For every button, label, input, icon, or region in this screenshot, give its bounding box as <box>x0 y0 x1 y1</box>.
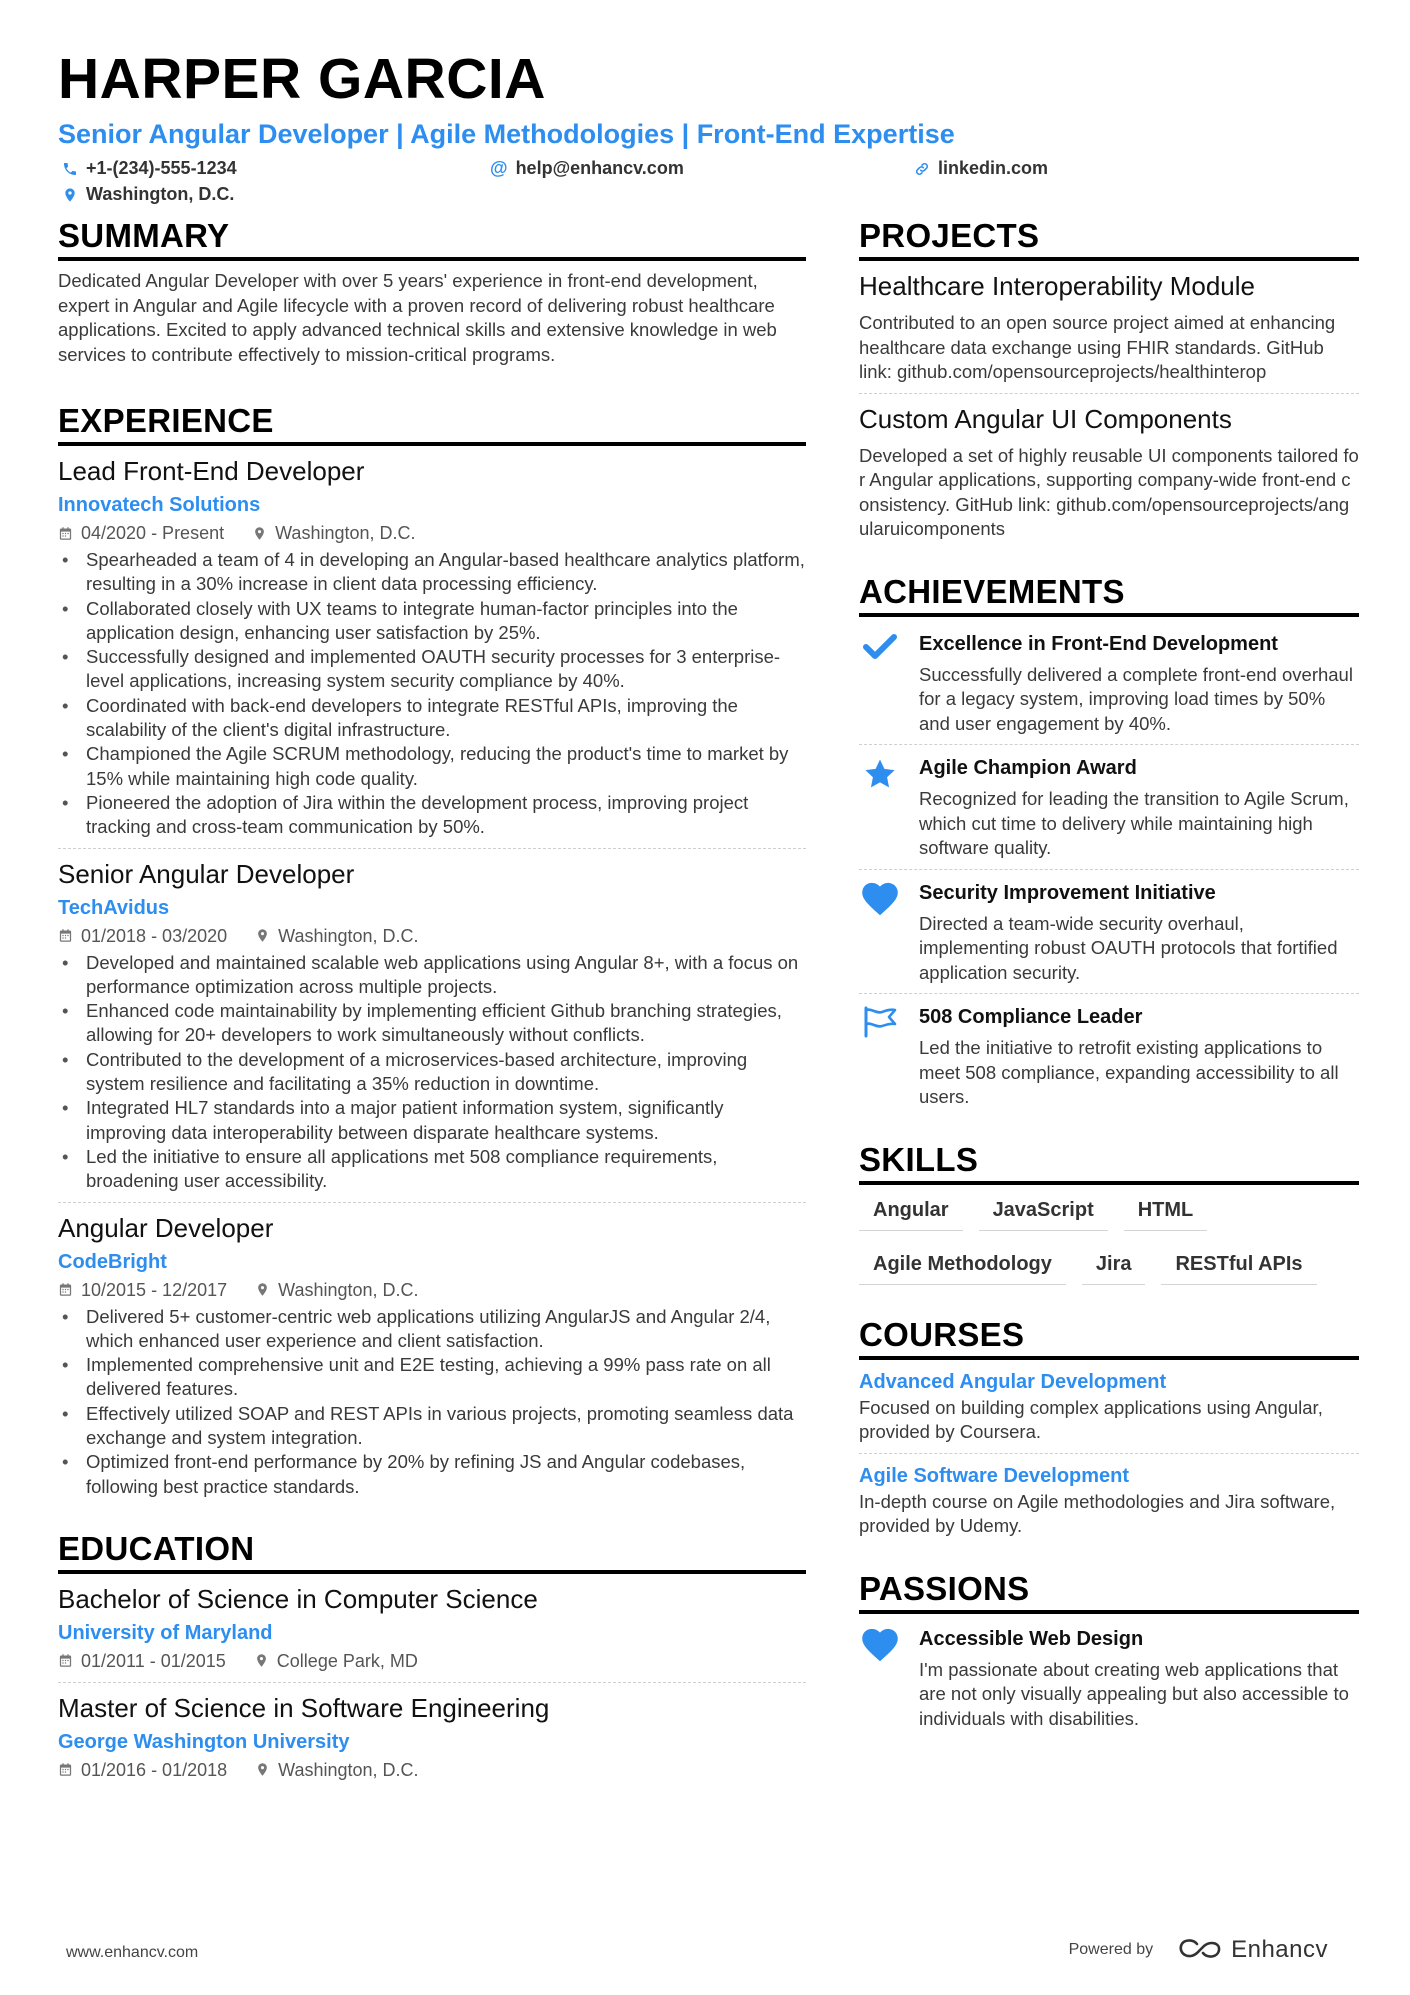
bullet: • Effectively utilized SOAP and REST APIs in various projects, promoting seamless data exchange and system integration. <box>58 1402 806 1451</box>
education-meta <box>58 1648 806 1674</box>
linkedin-text[interactable]: linkedin.com <box>938 158 1049 178</box>
achievement-item <box>859 753 1359 861</box>
project-description: Developed a set of highly reusable UI components tailored for Angular applications, supporting company-wide front-end consistency. GitHub link: github.com/opensourceprojects/angularuicomponents <box>859 444 1359 539</box>
course-description: In-depth course on Agile methodologies and Jira software, provided by Udemy. <box>859 1490 1336 1536</box>
achievement-title: Excellence in Front-End Development <box>919 632 1278 655</box>
job-bullets <box>58 951 806 1194</box>
degree: Master of Science in Software Engineering <box>58 1692 550 1723</box>
calendar-icon <box>58 1282 73 1297</box>
passion-title: Accessible Web Design <box>919 1627 1144 1650</box>
brand-name: Enhancv <box>1231 1936 1328 1963</box>
bullet: • Coordinated with back-end developers to integrate RESTful APIs, improving the scalability of the client's digital infrastructure. <box>58 694 806 743</box>
degree: Bachelor of Science in Computer Science <box>58 1583 538 1614</box>
summary-title: SUMMARY <box>58 216 806 261</box>
job-bullets <box>58 548 806 840</box>
project-name: Healthcare Interoperability Module <box>859 271 1255 301</box>
bullet: • Integrated HL7 standards into a major patient information system, significantly improving data interoperability between disparate healthcare systems. <box>58 1096 806 1145</box>
job-bullets <box>58 1305 806 1499</box>
contact-row-1 <box>58 158 1358 184</box>
job-location: Washington, D.C. <box>278 1279 419 1300</box>
email-text[interactable]: help@enhancv.com <box>515 158 684 178</box>
skill-tag: Angular <box>859 1193 963 1231</box>
divider <box>859 1453 1359 1454</box>
course-entry <box>859 1368 1359 1445</box>
course-name[interactable]: Advanced Angular Development <box>859 1370 1167 1393</box>
location-pin-icon <box>255 928 270 943</box>
project-entry <box>859 402 1359 542</box>
linkedin[interactable] <box>914 158 1048 179</box>
skill-tag: JavaScript <box>979 1193 1108 1231</box>
job-location: Washington, D.C. <box>278 925 419 946</box>
job-role: Angular Developer <box>58 1212 274 1243</box>
powered-by-text: Powered by <box>1068 1941 1154 1958</box>
bullet: • Pioneered the adoption of Jira within the development process, improving project tracking and cross-team communication by 50%. <box>58 791 806 840</box>
summary-text: Dedicated Angular Developer with over 5 years' experience in front-end development, expert in Angular and Agile lifecycle with a proven record of delivering robust healthcare applications. Excited to apply advanced technical skills and extensive knowledge in web services to contribute effectively to mission-critical programs. <box>58 270 777 365</box>
check-icon <box>863 633 897 661</box>
education-title: EDUCATION <box>58 1529 806 1574</box>
candidate-name: HARPER GARCIA <box>58 47 546 111</box>
job-meta <box>58 520 806 546</box>
bullet: • Delivered 5+ customer-centric web applications utilizing AngularJS and Angular 2/4, which enhanced user experience and client satisfaction. <box>58 1305 806 1354</box>
education-location: College Park, MD <box>276 1650 418 1671</box>
achievement-title: Agile Champion Award <box>919 757 1137 779</box>
job-role: Senior Angular Developer <box>58 858 355 889</box>
education-location: Washington, D.C. <box>278 1759 419 1780</box>
location-text: Washington, D.C. <box>86 184 235 204</box>
bullet: • Developed and maintained scalable web applications using Angular 8+, with a focus on performance optimization across multiple projects. <box>58 951 806 1000</box>
location-pin-icon <box>254 1653 269 1668</box>
calendar-icon <box>58 1653 73 1668</box>
achievement-title: 508 Compliance Leader <box>919 1006 1143 1028</box>
job-location: Washington, D.C. <box>275 523 416 543</box>
achievement-description: Led the initiative to retrofit existing applications to meet 508 compliance, expanding accessibility to all users. <box>919 1037 1339 1107</box>
bullet: • Optimized front-end performance by 20% by refining JS and Angular codebases, following best practice standards. <box>58 1450 806 1499</box>
education-entry <box>58 1691 806 1783</box>
bullet: • Implemented comprehensive unit and E2E testing, achieving a 99% pass rate on all delivered features. <box>58 1353 806 1402</box>
link-icon <box>914 161 930 177</box>
project-entry <box>859 269 1359 385</box>
education-meta <box>58 1757 806 1783</box>
achievement-title: Security Improvement Initiative <box>919 881 1216 904</box>
bullet: • Spearheaded a team of 4 in developing an Angular-based healthcare analytics platform, resulting in a 30% increase in client data processing efficiency. <box>58 548 806 597</box>
job-dates: 10/2015 - 12/2017 <box>81 1279 228 1300</box>
project-description: Contributed to an open source project aimed at enhancing healthcare data exchange using FHIR standards. GitHub link: github.com/opensourceprojects/healthinterop <box>859 312 1336 382</box>
contact-row-2 <box>58 184 1358 210</box>
courses-title: COURSES <box>859 1315 1359 1360</box>
email[interactable] <box>490 158 684 179</box>
divider <box>58 848 806 849</box>
calendar-icon <box>58 1762 73 1777</box>
job-company[interactable]: CodeBright <box>58 1250 167 1273</box>
calendar-icon <box>58 928 73 943</box>
bullet: • Enhanced code maintainability by implementing efficient Github branching strategies, allowing for 20+ developers to work simultaneously without conflicts. <box>58 999 806 1048</box>
location <box>62 184 234 205</box>
location-pin-icon <box>255 1762 270 1777</box>
job-company[interactable]: TechAvidus <box>58 896 170 919</box>
resume-header <box>58 44 1358 210</box>
bullet: • Championed the Agile SCRUM methodology, reducing the product's time to market by 15% while maintaining high code quality. <box>58 742 806 791</box>
job-dates: 01/2018 - 03/2020 <box>81 925 228 946</box>
skill-tag: Jira <box>1082 1247 1146 1285</box>
course-description: Focused on building complex applications using Angular, provided by Coursera. <box>859 1396 1323 1442</box>
job-meta <box>58 923 806 949</box>
achievement-description: Directed a team-wide security overhaul, implementing robust OAUTH protocols that fortified application security. <box>919 912 1338 983</box>
phone-text: +1-(234)-555-1234 <box>86 158 237 178</box>
job-company[interactable]: Innovatech Solutions <box>58 494 261 516</box>
location-pin-icon <box>62 187 78 203</box>
enhancv-logo-icon <box>1177 1938 1223 1962</box>
bullet: • Led the initiative to ensure all applications met 508 compliance requirements, broadening user accessibility. <box>58 1145 806 1194</box>
divider <box>58 1202 806 1203</box>
achievement-description: Successfully delivered a complete front-end overhaul for a legacy system, improving load times by 50% and user engagement by 40%. <box>919 663 1353 734</box>
heart-icon <box>861 882 899 916</box>
star-icon <box>863 757 897 791</box>
bullet: • Successfully designed and implemented OAUTH security processes for 3 enterprise-level applications, increasing system security compliance by 40%. <box>58 645 806 694</box>
achievement-description: Recognized for leading the transition to Agile Scrum, which cut time to delivery while maintaining high software quality. <box>919 788 1349 858</box>
skill-tag: RESTful APIs <box>1161 1247 1316 1285</box>
headline: Senior Angular Developer | Agile Methodologies | Front-End Expertise <box>58 119 955 149</box>
brand-logo[interactable] <box>1177 1936 1328 1964</box>
school[interactable]: University of Maryland <box>58 1621 273 1644</box>
job-role: Lead Front-End Developer <box>58 456 365 486</box>
achievement-item <box>859 1002 1359 1110</box>
divider <box>58 1682 806 1683</box>
skill-tag: Agile Methodology <box>859 1247 1066 1285</box>
education-dates: 01/2011 - 01/2015 <box>81 1650 226 1671</box>
footer-website[interactable]: www.enhancv.com <box>66 1944 199 1961</box>
course-entry <box>859 1462 1359 1539</box>
divider <box>859 869 1359 870</box>
skills-list <box>859 1193 1359 1285</box>
right-column <box>859 216 1359 1731</box>
education-entry <box>58 1582 806 1674</box>
skills-title: SKILLS <box>859 1140 1359 1185</box>
passions-title: PASSIONS <box>859 1569 1359 1614</box>
heart-icon <box>861 1628 899 1662</box>
school[interactable]: George Washington University <box>58 1730 350 1753</box>
job-dates: 04/2020 - Present <box>81 523 225 543</box>
experience-title: EXPERIENCE <box>58 401 806 446</box>
footer-branding <box>1069 1936 1328 1964</box>
flag-icon <box>862 1006 898 1038</box>
skill-tag: HTML <box>1124 1193 1208 1231</box>
experience-entry <box>58 857 806 1194</box>
location-pin-icon <box>255 1282 270 1297</box>
left-column <box>58 216 806 1783</box>
at-icon: @ <box>490 158 508 178</box>
passion-description: I'm passionate about creating web applications that are not only visually appealing but also accessible to individuals with disabilities. <box>919 1658 1349 1729</box>
passion-item <box>859 1624 1359 1732</box>
project-name: Custom Angular UI Components <box>859 403 1232 434</box>
location-pin-icon <box>252 526 267 541</box>
phone <box>62 158 237 179</box>
bullet: • Contributed to the development of a microservices-based architecture, improving system resilience and facilitating a 35% reduction in downtime. <box>58 1048 806 1097</box>
experience-entry <box>58 454 806 840</box>
phone-icon <box>62 161 78 177</box>
course-name[interactable]: Agile Software Development <box>859 1464 1130 1487</box>
divider <box>859 393 1359 394</box>
achievements-title: ACHIEVEMENTS <box>859 572 1359 617</box>
bullet: • Collaborated closely with UX teams to integrate human-factor principles into the application design, enhancing user satisfaction by 25%. <box>58 597 806 646</box>
divider <box>859 993 1359 994</box>
experience-entry <box>58 1211 806 1499</box>
achievement-item <box>859 878 1359 986</box>
projects-title: PROJECTS <box>859 216 1359 261</box>
education-dates: 01/2016 - 01/2018 <box>81 1759 228 1780</box>
achievement-item <box>859 629 1359 737</box>
divider <box>859 744 1359 745</box>
job-meta <box>58 1277 806 1303</box>
calendar-icon <box>58 526 73 541</box>
